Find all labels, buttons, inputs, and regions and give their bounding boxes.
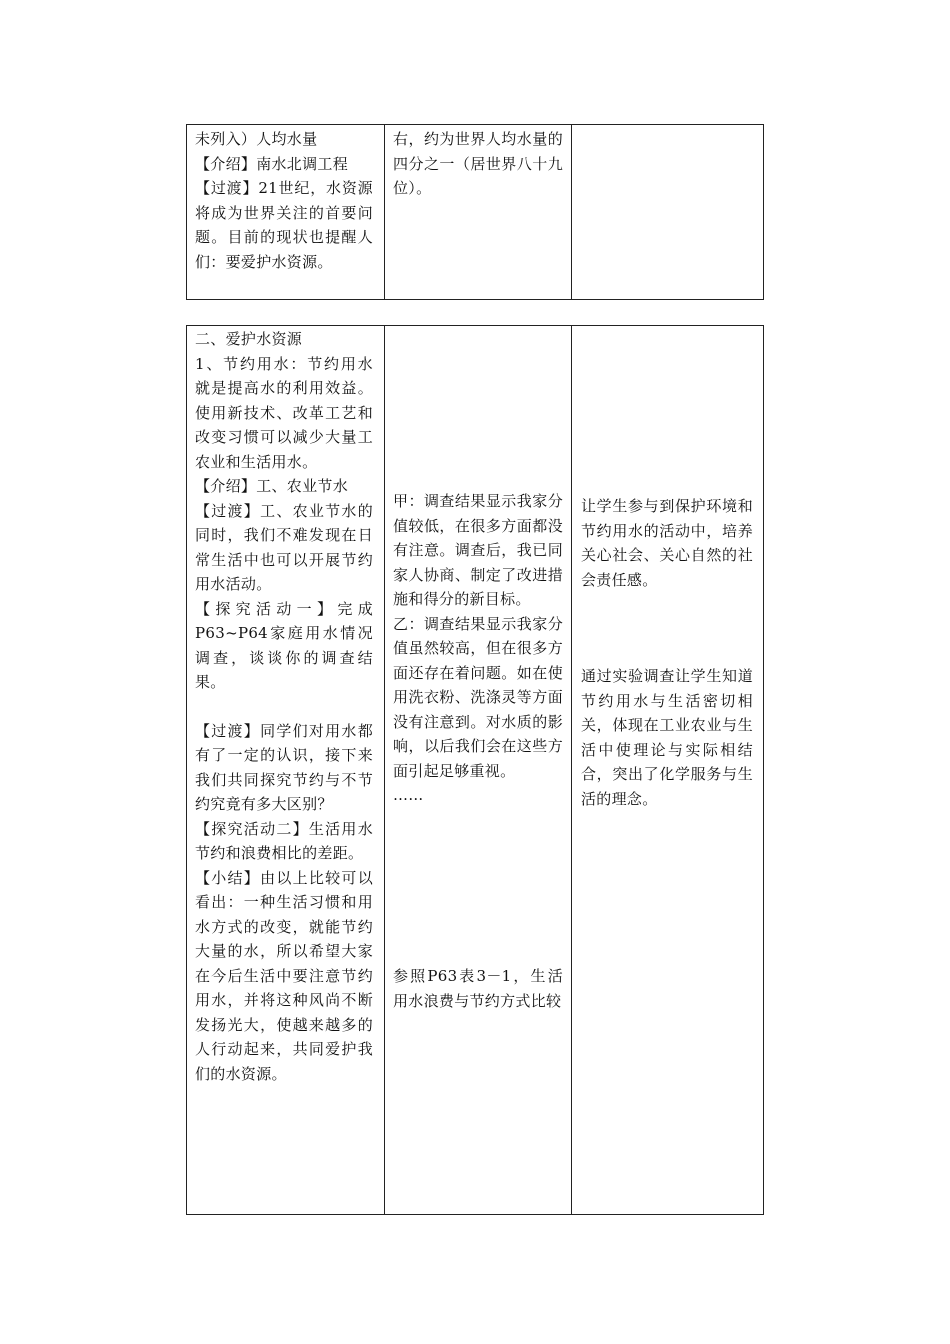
- transition-daily-life: 【过渡】工、农业节水的同时，我们不难发现在日常生活中也可以开展节约用水活动。: [195, 501, 373, 593]
- teacher-text-transition: 【过渡】21世纪，水资源将成为世界关注的首要问题。目前的现状也提醒人们：要爱护水资源。: [195, 179, 373, 271]
- inquiry-activity-one: 【探究活动一】完成P63~P64家庭用水情况调查，谈谈你的调查结果。: [195, 599, 373, 691]
- inquiry-activity-two: 【探究活动二】生活用水节约和浪费相比的差距。: [195, 819, 373, 862]
- transition-compare: 【过渡】同学们对用水都有了一定的认识，接下来我们共同探究节约与不节约究竟有多大区别？: [195, 721, 373, 813]
- ellipsis-text: ……: [393, 786, 424, 804]
- teacher-text-line: 未列入）人均水量: [195, 130, 318, 148]
- design-intent-one: 让学生参与到保护环境和节约用水的活动中，培养关心社会、关心自然的社会责任感。: [581, 497, 753, 589]
- design-intent-two: 通过实验调查让学生知道节约用水与生活密切相关，体现在工业农业与生活中使理论与实际相结合，突出了化学服务与生活的理念。: [581, 667, 753, 808]
- student-activity-cell: [384, 125, 571, 299]
- student-activity-cell: [384, 326, 571, 1214]
- save-water-definition: 1、节约用水：节约用水就是提高水的利用效益。使用新技术、改革工艺和改变习惯可以减少大量工农业和生活用水。: [195, 354, 373, 471]
- lesson-table-protect-water: [186, 325, 764, 1215]
- intro-agri-industry: 【介绍】工、农业节水: [195, 477, 349, 495]
- teacher-activity-cell: [187, 125, 384, 299]
- design-intent-cell: [571, 326, 763, 1214]
- teacher-text-intro: 【介绍】南水北调工程: [195, 154, 349, 173]
- design-intent-cell: [571, 125, 763, 299]
- student-text: 右，约为世界人均水量的四分之一（居世界八十九位）。: [393, 130, 563, 197]
- lesson-table-continued: [186, 124, 764, 300]
- student-response-a: 甲：调查结果显示我家分值较低，在很多方面都没有注意。调查后，我已同家人协商、制定了改进措施和得分的新目标。: [393, 492, 563, 608]
- teacher-activity-cell: [187, 326, 384, 1214]
- student-response-b: 乙：调查结果显示我家分值虽然较高，但在很多方面还存在着问题。如在使用洗衣粉、洗涤灵等方面没有注意到。对水质的影响，以后我们会在这些方面引起足够重视。: [393, 614, 563, 780]
- summary-paragraph: 【小结】由以上比较可以看出：一种生活习惯和用水方式的改变，就能节约大量的水，所以希望大家在今后生活中要注意节约用水，并将这种风尚不断发扬光大，使越来越多的人行动起来，共同爱护我们的水资源。: [195, 868, 373, 1083]
- reference-table-note: 参照P63表3－1，生活用水浪费与节约方式比较: [393, 967, 563, 1010]
- section-heading: 二、爱护水资源: [195, 330, 303, 348]
